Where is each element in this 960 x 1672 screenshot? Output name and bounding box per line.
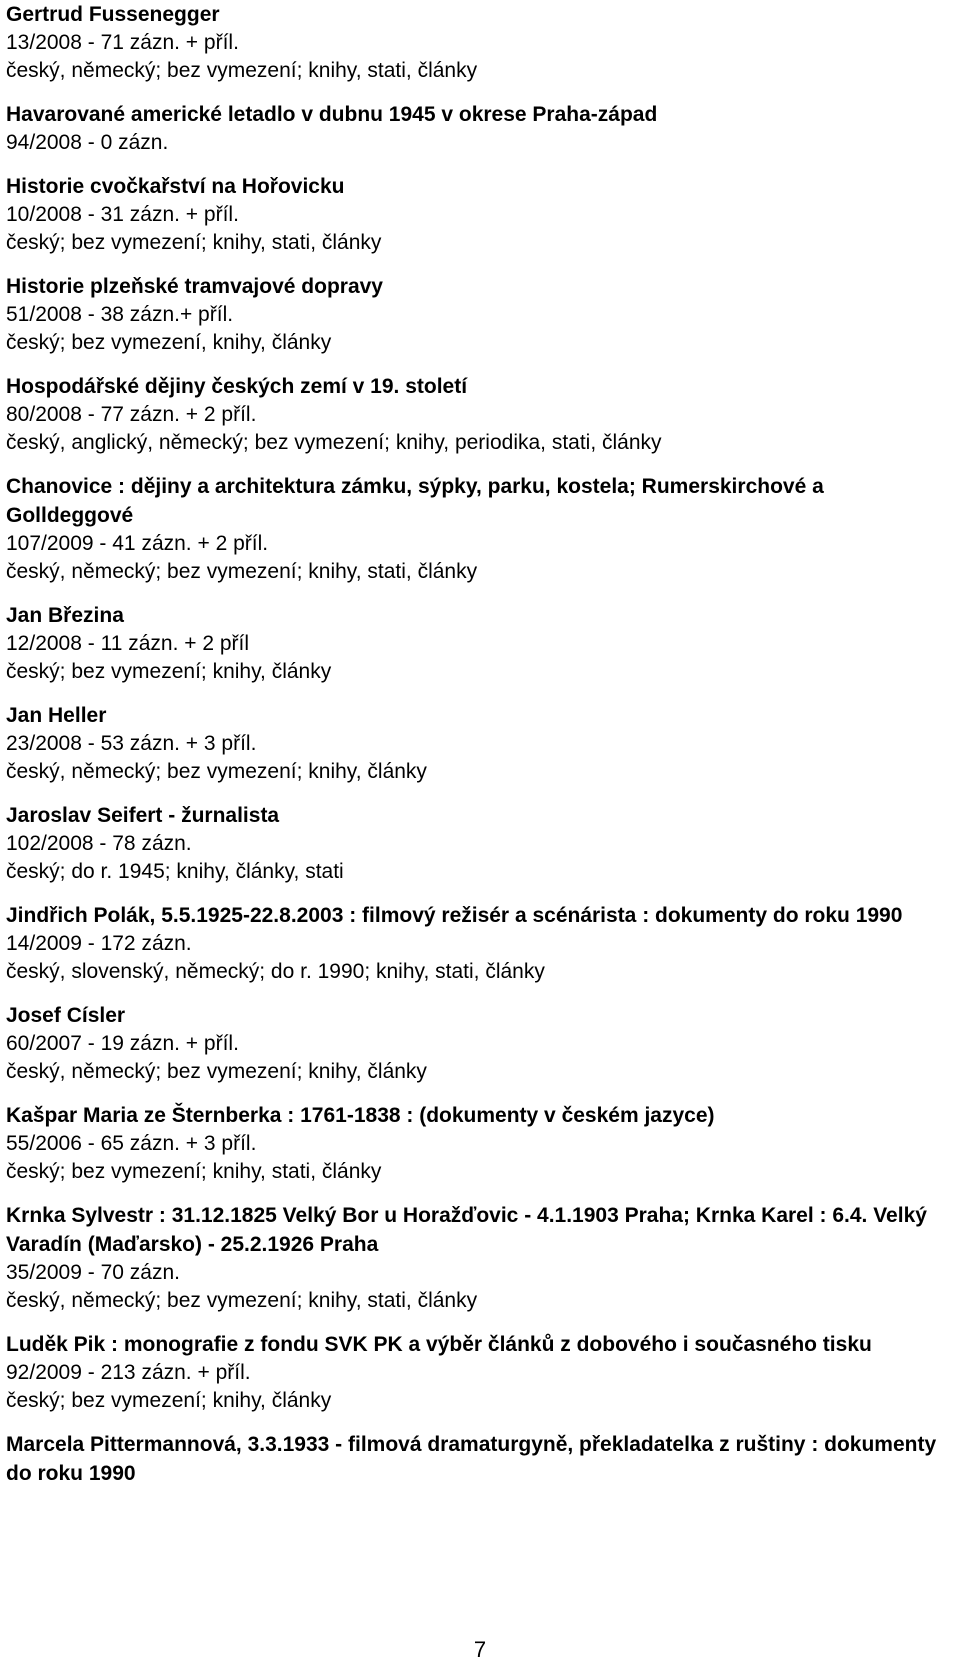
entry-havarovane-letadlo <box>6 100 951 157</box>
entry-records: 107/2009 - 41 zázn. + 2 příl. <box>6 532 269 555</box>
entry-records: 92/2009 - 213 zázn. + příl. <box>6 1361 251 1384</box>
entry-title: Krnka Sylvestr : 31.12.1825 Velký Bor u Horažďovic - 4.1.1903 Praha; Krnka Karel : 6.4. Velký Varadín (Maďarsko) - 25.2.1926 Praha <box>6 1204 927 1256</box>
entry-records: 80/2008 - 77 zázn. + 2 příl. <box>6 403 257 426</box>
entry-details: český; bez vymezení, knihy, články <box>6 331 332 354</box>
entry-details: český, německý; bez vymezení; knihy, stati, články <box>6 59 478 82</box>
entry-title: Hospodářské dějiny českých zemí v 19. století <box>6 375 468 398</box>
entry-details: český; bez vymezení; knihy, články <box>6 1389 332 1412</box>
entry-details: český, slovenský, německý; do r. 1990; knihy, stati, články <box>6 960 545 983</box>
entry-ludek-pik <box>6 1330 951 1415</box>
entry-records: 55/2006 - 65 zázn. + 3 příl. <box>6 1132 257 1155</box>
entry-title: Kašpar Maria ze Šternberka : 1761-1838 : (dokumenty v českém jazyce) <box>6 1104 715 1127</box>
entry-title: Josef Císler <box>6 1004 126 1027</box>
entry-records: 94/2008 - 0 zázn. <box>6 131 169 154</box>
entry-title: Jindřich Polák, 5.5.1925-22.8.2003 : filmový režisér a scénárista : dokumenty do roku 1990 <box>6 904 903 927</box>
entry-title: Historie cvočkařství na Hořovicku <box>6 175 345 198</box>
entry-gertrud-fussenegger <box>6 0 951 85</box>
entry-records: 23/2008 - 53 zázn. + 3 příl. <box>6 732 257 755</box>
entry-records: 51/2008 - 38 zázn.+ příl. <box>6 303 234 326</box>
entry-records: 10/2008 - 31 zázn. + příl. <box>6 203 239 226</box>
entry-title: Luděk Pik : monografie z fondu SVK PK a výběr článků z dobového i současného tisku <box>6 1333 872 1356</box>
entry-jan-heller <box>6 701 951 786</box>
entry-title: Jaroslav Seifert - žurnalista <box>6 804 280 827</box>
entry-details: český; bez vymezení; knihy, stati, články <box>6 231 382 254</box>
entry-josef-cisler <box>6 1001 951 1086</box>
entry-kaspar-sternberk <box>6 1101 951 1186</box>
entry-details: český; do r. 1945; knihy, články, stati <box>6 860 344 883</box>
entry-jan-brezina <box>6 601 951 686</box>
entry-records: 102/2008 - 78 zázn. <box>6 832 192 855</box>
entry-title: Marcela Pittermannová, 3.3.1933 - filmová dramaturgyně, překladatelka z ruštiny : dokumenty do roku 1990 <box>6 1433 937 1485</box>
entry-marcela-pittermannova <box>6 1430 951 1488</box>
entry-details: český, anglický, německý; bez vymezení; knihy, periodika, stati, články <box>6 431 662 454</box>
entry-title: Jan Březina <box>6 604 124 627</box>
entry-details: český; bez vymezení; knihy, články <box>6 660 332 683</box>
entry-chanovice <box>6 472 951 586</box>
entry-title: Jan Heller <box>6 704 107 727</box>
entry-details: český; bez vymezení; knihy, stati, články <box>6 1160 382 1183</box>
entry-title: Gertrud Fussenegger <box>6 3 220 26</box>
entry-details: český, německý; bez vymezení; knihy, články <box>6 760 427 783</box>
entry-details: český, německý; bez vymezení; knihy, stati, články <box>6 1289 478 1312</box>
entry-hospodarske-dejiny <box>6 372 951 457</box>
entry-historie-tramvajove-dopravy <box>6 272 951 357</box>
page-number: 7 <box>473 1637 487 1662</box>
entry-records: 13/2008 - 71 zázn. + příl. <box>6 31 239 54</box>
entry-title: Chanovice : dějiny a architektura zámku, sýpky, parku, kostela; Rumerskirchové a Golldeggové <box>6 475 824 527</box>
entry-details: český, německý; bez vymezení; knihy, články <box>6 1060 427 1083</box>
entry-jaroslav-seifert <box>6 801 951 886</box>
entry-records: 60/2007 - 19 zázn. + příl. <box>6 1032 239 1055</box>
entry-records: 12/2008 - 11 zázn. + 2 příl <box>6 632 250 655</box>
entry-historie-cvockarstvi <box>6 172 951 257</box>
entry-jindrich-polak <box>6 901 951 986</box>
entry-title: Havarované americké letadlo v dubnu 1945 v okrese Praha-západ <box>6 103 658 126</box>
entry-krnka <box>6 1201 951 1315</box>
entry-details: český, německý; bez vymezení; knihy, stati, články <box>6 560 478 583</box>
entry-records: 35/2009 - 70 zázn. <box>6 1261 180 1284</box>
entry-records: 14/2009 - 172 zázn. <box>6 932 192 955</box>
catalog-page <box>6 0 951 1503</box>
entry-title: Historie plzeňské tramvajové dopravy <box>6 275 383 298</box>
